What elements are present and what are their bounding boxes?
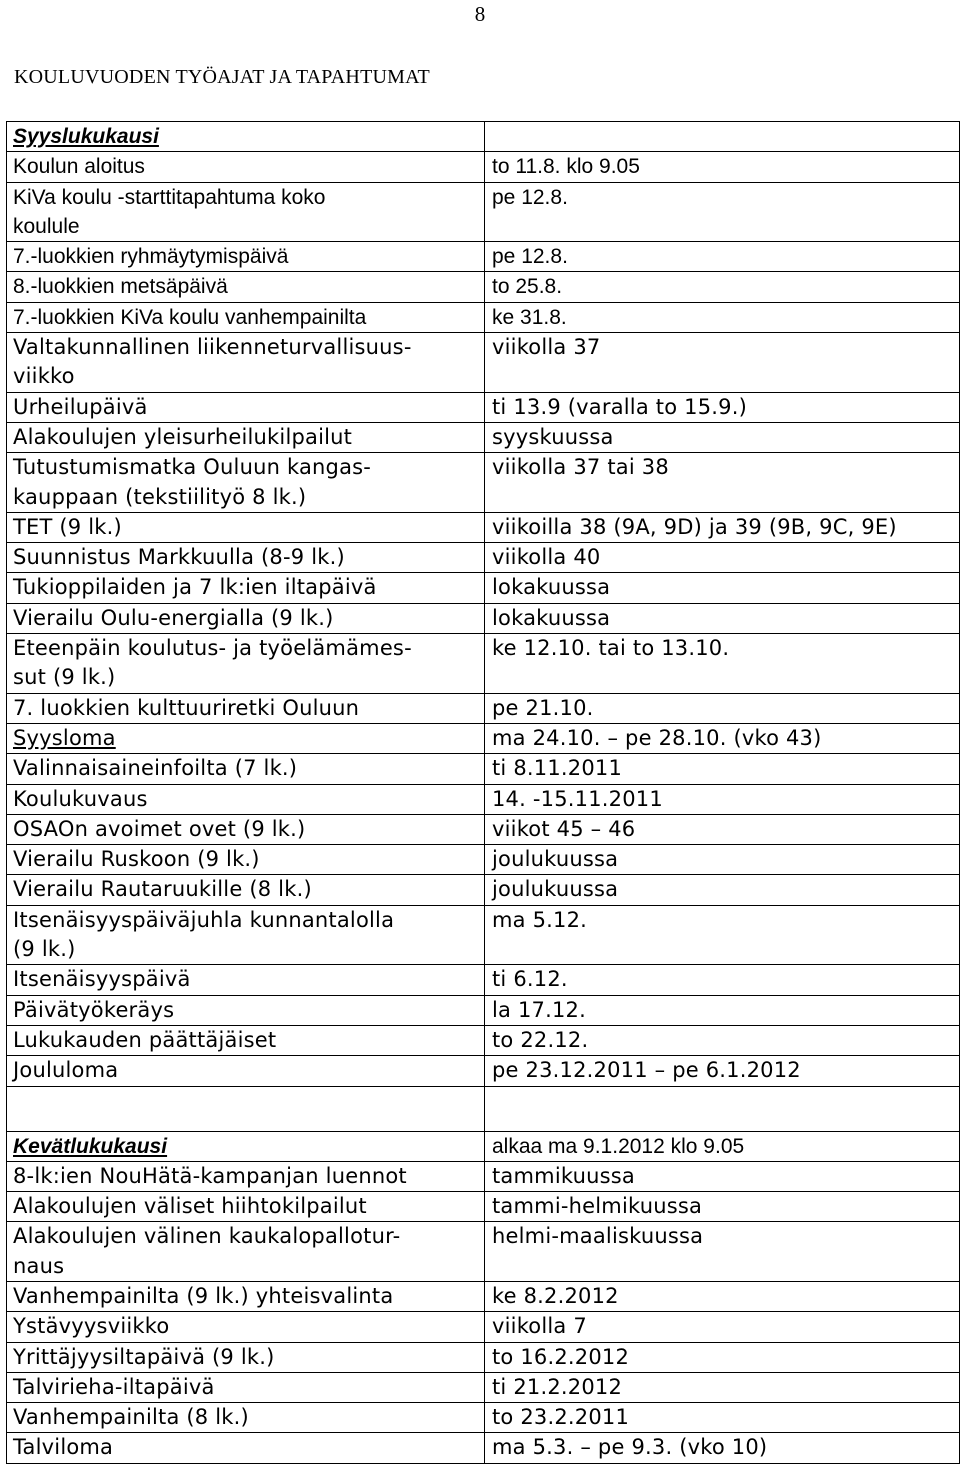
autumn-row (7, 814, 960, 844)
spring-row (7, 1192, 960, 1222)
page-heading: KOULUVUODEN TYÖAJAT JA TAPAHTUMAT (14, 66, 430, 88)
autumn-row (7, 875, 960, 905)
spring-row (7, 1281, 960, 1311)
event-name: Koulun aloitus (13, 155, 145, 179)
event-name-line: koulule (13, 214, 80, 238)
event-cell (7, 1372, 485, 1402)
event-date-cell (485, 1056, 960, 1086)
event-name-line: naus (13, 1253, 65, 1278)
event-name-line: KiVa koulu -starttitapahtuma koko (13, 185, 326, 209)
spring-title-row (7, 1131, 960, 1161)
autumn-row (7, 543, 960, 573)
autumn-row (7, 152, 960, 182)
event-date: lokakuussa (492, 575, 611, 600)
event-name: Vierailu Oulu-energialla (9 lk.) (13, 605, 334, 630)
autumn-row (7, 845, 960, 875)
event-name: TET (9 lk.) (13, 514, 122, 539)
event-name-line: Alakoulujen välinen kaukalopallotur- (13, 1224, 401, 1249)
event-date: ti 6.12. (492, 967, 568, 992)
event-date-cell (485, 754, 960, 784)
event-name: Syysloma (13, 725, 116, 750)
event-name: Suunnistus Markkuulla (8-9 lk.) (13, 545, 345, 570)
event-date-cell (485, 603, 960, 633)
event-name: 8-lk:ien NouHätä-kampanjan luennot (13, 1163, 407, 1188)
autumn-title-empty-cell (485, 122, 960, 152)
event-date-cell (485, 1192, 960, 1222)
event-name: 7.-luokkien KiVa koulu vanhempainilta (13, 305, 367, 329)
autumn-row (7, 603, 960, 633)
event-name: Alakoulujen väliset hiihtokilpailut (13, 1194, 367, 1219)
autumn-row (7, 784, 960, 814)
event-date: pe 23.12.2011 – pe 6.1.2012 (492, 1058, 801, 1083)
event-date: viikolla 37 (492, 335, 601, 360)
event-name-line: kauppaan (tekstiilityö 8 lk.) (13, 484, 307, 509)
event-date: ma 5.12. (492, 907, 588, 932)
event-cell (7, 1281, 485, 1311)
event-cell (7, 573, 485, 603)
autumn-row (7, 302, 960, 332)
event-name-line: viikko (13, 364, 75, 389)
event-cell (7, 1025, 485, 1055)
event-date: tammikuussa (492, 1163, 635, 1188)
event-date-cell (485, 693, 960, 723)
event-date: to 25.8. (492, 275, 563, 299)
event-date-cell (485, 573, 960, 603)
event-name: Talviloma (13, 1435, 114, 1460)
event-date-cell (485, 845, 960, 875)
event-date: ma 24.10. – pe 28.10. (vko 43) (492, 725, 822, 750)
spring-row (7, 1312, 960, 1342)
event-name: Itsenäisyyspäivä (13, 967, 191, 992)
event-cell (7, 512, 485, 542)
event-name: Joululoma (13, 1058, 119, 1083)
event-date: to 16.2.2012 (492, 1344, 630, 1369)
event-date-cell (485, 1222, 960, 1282)
event-name: 7.-luokkien ryhmäytymispäivä (13, 245, 289, 269)
event-date: helmi-maaliskuussa (492, 1224, 704, 1249)
event-cell (7, 392, 485, 422)
event-date-cell (485, 1025, 960, 1055)
event-cell (7, 333, 485, 393)
event-cell (7, 1222, 485, 1282)
autumn-section-title: Syyslukukausi (13, 125, 159, 148)
event-date: ti 13.9 (varalla to 15.9.) (492, 394, 747, 419)
event-date-cell (485, 302, 960, 332)
event-date-cell (485, 272, 960, 302)
event-date: ti 8.11.2011 (492, 756, 623, 781)
event-name: Valinnaisaineinfoilta (7 lk.) (13, 756, 298, 781)
event-date-cell (485, 723, 960, 753)
event-cell (7, 1056, 485, 1086)
event-cell (7, 995, 485, 1025)
autumn-row (7, 1056, 960, 1086)
event-date-cell (485, 1403, 960, 1433)
event-cell (7, 1192, 485, 1222)
autumn-row (7, 905, 960, 965)
event-date: viikot 45 – 46 (492, 816, 636, 841)
spacer-cell (7, 1086, 485, 1131)
event-cell (7, 1161, 485, 1191)
event-name: Urheilupäivä (13, 394, 148, 419)
spring-start-cell (485, 1131, 960, 1161)
spring-row (7, 1372, 960, 1402)
autumn-title-cell (7, 122, 485, 152)
autumn-row (7, 965, 960, 995)
autumn-row (7, 422, 960, 452)
event-date-cell (485, 1312, 960, 1342)
event-date: syyskuussa (492, 424, 614, 449)
event-date-cell (485, 1342, 960, 1372)
autumn-row (7, 242, 960, 272)
event-date: la 17.12. (492, 997, 586, 1022)
autumn-row (7, 754, 960, 784)
event-cell (7, 603, 485, 633)
event-cell (7, 693, 485, 723)
event-name: 7. luokkien kulttuuriretki Ouluun (13, 695, 360, 720)
event-name: Talvirieha-iltapäivä (13, 1374, 215, 1399)
event-date-cell (485, 1433, 960, 1463)
event-date: viikoilla 38 (9A, 9D) ja 39 (9B, 9C, 9E) (492, 514, 897, 539)
event-date: ma 5.3. – pe 9.3. (vko 10) (492, 1435, 768, 1460)
event-cell (7, 242, 485, 272)
event-date-cell (485, 1161, 960, 1191)
event-date: ti 21.2.2012 (492, 1374, 623, 1399)
event-name: 8.-luokkien metsäpäivä (13, 275, 228, 299)
section-spacer-row (7, 1086, 960, 1131)
event-date: pe 21.10. (492, 695, 594, 720)
event-date-cell (485, 875, 960, 905)
spring-row (7, 1161, 960, 1191)
event-name: Vanhempainilta (8 lk.) (13, 1405, 249, 1430)
event-name-line: (9 lk.) (13, 937, 76, 962)
autumn-row (7, 693, 960, 723)
event-date-cell (485, 333, 960, 393)
event-cell (7, 875, 485, 905)
event-date: to 23.2.2011 (492, 1405, 630, 1430)
event-date: joulukuussa (492, 877, 619, 902)
event-cell (7, 1342, 485, 1372)
event-name: Vierailu Ruskoon (9 lk.) (13, 847, 260, 872)
event-date: pe 12.8. (492, 245, 568, 269)
event-name: Lukukauden päättäjäiset (13, 1027, 277, 1052)
autumn-row (7, 333, 960, 393)
event-date-cell (485, 182, 960, 242)
event-name: Ystävyysviikko (13, 1314, 170, 1339)
event-cell (7, 453, 485, 513)
event-date-cell (485, 392, 960, 422)
event-cell (7, 723, 485, 753)
autumn-row (7, 512, 960, 542)
event-cell (7, 152, 485, 182)
event-date-cell (485, 1281, 960, 1311)
event-cell (7, 814, 485, 844)
event-date-cell (485, 152, 960, 182)
event-name: OSAOn avoimet ovet (9 lk.) (13, 816, 306, 841)
event-date: lokakuussa (492, 605, 611, 630)
autumn-row (7, 182, 960, 242)
event-name-line: Tutustumismatka Ouluun kangas- (13, 455, 372, 480)
event-cell (7, 1433, 485, 1463)
event-name: Tukioppilaiden ja 7 lk:ien iltapäivä (13, 575, 377, 600)
event-date-cell (485, 995, 960, 1025)
page-number: 8 (474, 2, 486, 26)
event-date-cell (485, 453, 960, 513)
spring-title-cell (7, 1131, 485, 1161)
event-date: ke 8.2.2012 (492, 1283, 619, 1308)
event-date: tammi-helmikuussa (492, 1194, 703, 1219)
schedule-table (6, 121, 960, 1464)
event-date-cell (485, 965, 960, 995)
event-date: viikolla 37 tai 38 (492, 455, 669, 480)
event-date: pe 12.8. (492, 185, 568, 209)
event-date-cell (485, 543, 960, 573)
autumn-row (7, 272, 960, 302)
spring-row (7, 1222, 960, 1282)
event-cell (7, 543, 485, 573)
autumn-row (7, 392, 960, 422)
event-date: ke 31.8. (492, 305, 567, 329)
schedule-body (7, 122, 960, 1464)
event-date: ke 12.10. tai to 13.10. (492, 636, 730, 661)
event-date-cell (485, 634, 960, 694)
event-date: viikolla 7 (492, 1314, 587, 1339)
event-date: to 11.8. klo 9.05 (492, 155, 640, 179)
spring-row (7, 1433, 960, 1463)
event-name: Vanhempainilta (9 lk.) yhteisvalinta (13, 1283, 394, 1308)
event-cell (7, 1403, 485, 1433)
event-name-line: Valtakunnallinen liikenneturvallisuus- (13, 335, 412, 360)
event-cell (7, 1312, 485, 1342)
event-cell (7, 272, 485, 302)
autumn-row (7, 453, 960, 513)
event-cell (7, 845, 485, 875)
spacer-cell (485, 1086, 960, 1131)
event-cell (7, 634, 485, 694)
event-date-cell (485, 512, 960, 542)
event-date-cell (485, 814, 960, 844)
event-date: 14. -15.11.2011 (492, 786, 663, 811)
event-name-line: Eteenpäin koulutus- ja työelämämes- (13, 636, 412, 661)
event-date-cell (485, 242, 960, 272)
event-cell (7, 784, 485, 814)
event-date-cell (485, 784, 960, 814)
event-cell (7, 422, 485, 452)
event-name: Koulukuvaus (13, 786, 148, 811)
event-cell (7, 965, 485, 995)
spring-start-date: alkaa ma 9.1.2012 klo 9.05 (492, 1134, 745, 1158)
autumn-row (7, 634, 960, 694)
event-date-cell (485, 422, 960, 452)
event-name: Alakoulujen yleisurheilukilpailut (13, 424, 353, 449)
spring-row (7, 1403, 960, 1433)
spring-section-title: Kevätlukukausi (13, 1134, 168, 1158)
event-date-cell (485, 1372, 960, 1402)
autumn-row (7, 1025, 960, 1055)
autumn-row (7, 573, 960, 603)
event-name: Yrittäjyysiltapäivä (9 lk.) (13, 1344, 275, 1369)
event-name-line: Itsenäisyyspäiväjuhla kunnantalolla (13, 907, 395, 932)
event-cell (7, 302, 485, 332)
event-name-line: sut (9 lk.) (13, 665, 116, 690)
event-date: joulukuussa (492, 847, 619, 872)
event-date-cell (485, 905, 960, 965)
autumn-row (7, 723, 960, 753)
event-cell (7, 905, 485, 965)
event-date: to 22.12. (492, 1027, 589, 1052)
event-name: Päivätyökeräys (13, 997, 175, 1022)
event-cell (7, 182, 485, 242)
autumn-title-row (7, 122, 960, 152)
autumn-row (7, 995, 960, 1025)
event-cell (7, 754, 485, 784)
event-date: viikolla 40 (492, 545, 601, 570)
event-name: Vierailu Rautaruukille (8 lk.) (13, 877, 312, 902)
spring-row (7, 1342, 960, 1372)
